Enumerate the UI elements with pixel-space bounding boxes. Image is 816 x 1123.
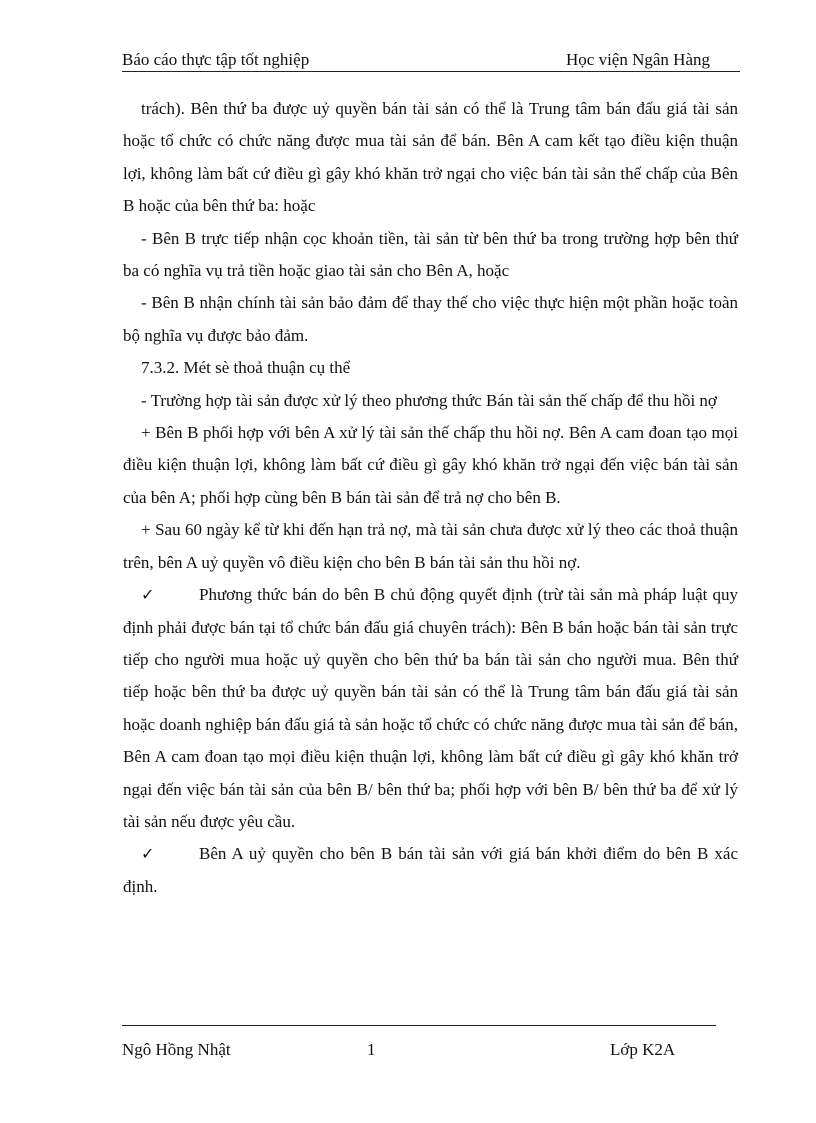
section-heading: 7.3.2. Mét sè thoả thuận cụ thể (141, 358, 351, 378)
paragraph-continuation: trách). Bên thứ ba được uỷ quyền bán tài sản có thể là Trung tâm bán đấu giá tài sản hoặc tổ chức có chức năng được mua tài sản để bán. Bên A cam kết tạo điều kiện thuận lợi, không làm bất cứ điều gì gây khó khăn trở ngại cho việc bán tài sản thế chấp của Bên B hoặc của bên thứ ba: hoặc (123, 99, 738, 216)
checkmark-icon: ✓ (141, 585, 155, 605)
check-text-sale-decision: Phương thức bán do bên B chủ động quyết định (trừ tài sản mà pháp luật quy định phải được bán tại tổ chức bán đấu giá chuyên trách): Bên B bán hoặc bán tài sản trực tiếp cho người mua hoặc uỷ quyền cho bên thứ ba bán tài sản cho người mua. Bên thứ tiếp hoặc bên thứ ba được uỷ quyền bán tài sản có thể là Trung tâm bán đấu giá tài sản hoặc doanh nghiệp bán đấu giá tà sản hoặc tổ chức có chức năng được mua tài sản để bán, Bên A cam đoan tạo mọi điều kiện thuận lợi, không làm bất cứ điều gì gây khó khăn trở ngại đến việc bán tài sản của bên B/ bên thứ ba; phối hợp với bên B/ bên thứ ba để xử lý tài sản nếu được yêu cầu. (123, 585, 738, 831)
header-divider (122, 71, 740, 72)
checkmark-icon: ✓ (141, 844, 155, 864)
document-body (123, 93, 738, 903)
header-report-title: Báo cáo thực tập tốt nghiệp (122, 50, 310, 69)
footer-divider (122, 1025, 716, 1026)
paragraph-check-sale-decision (123, 579, 738, 838)
header-institution: Học viện Ngân Hàng (566, 50, 710, 69)
footer-author: Ngô Hồng Nhật (122, 1040, 231, 1059)
page-footer (122, 1040, 722, 1064)
paragraph-sale-method: - Trường hợp tài sản được xử lý theo phương thức Bán tài sản thế chấp để thu hồi nợ (141, 390, 717, 410)
paragraph-bullet-deposit: - Bên B trực tiếp nhận cọc khoản tiền, tài sản từ bên thứ ba trong trường hợp bên thứ ba có nghĩa vụ trả tiền hoặc giao tài sản cho Bên A, hoặc (123, 228, 738, 281)
paragraph-check-authorization (123, 838, 738, 903)
page-header (122, 48, 740, 72)
check-text-authorization: Bên A uỷ quyền cho bên B bán tài sản với giá bán khởi điểm do bên B xác định. (123, 844, 738, 896)
paragraph-bullet-collateral: - Bên B nhận chính tài sản bảo đảm để thay thế cho việc thực hiện một phần hoặc toàn bộ nghĩa vụ được bảo đảm. (123, 293, 738, 345)
page-number: 1 (367, 1040, 376, 1059)
footer-class: Lớp K2A (610, 1040, 676, 1059)
paragraph-60-days: + Sau 60 ngày kể từ khi đến hạn trả nợ, mà tài sản chưa được xử lý theo các thoả thuận trên, bên A uỷ quyền vô điều kiện cho bên B bán tài sản thu hồi nợ. (123, 520, 738, 572)
paragraph-cooperation: + Bên B phối hợp với bên A xử lý tài sản thế chấp thu hồi nợ. Bên A cam đoan tạo mọi điều kiện thuận lợi, không làm bất cứ điều gì gây khó khăn trở ngại đến việc bán tài sản của bên A; phối hợp cùng bên B bán tài sản để trả nợ cho bên B. (123, 423, 738, 507)
